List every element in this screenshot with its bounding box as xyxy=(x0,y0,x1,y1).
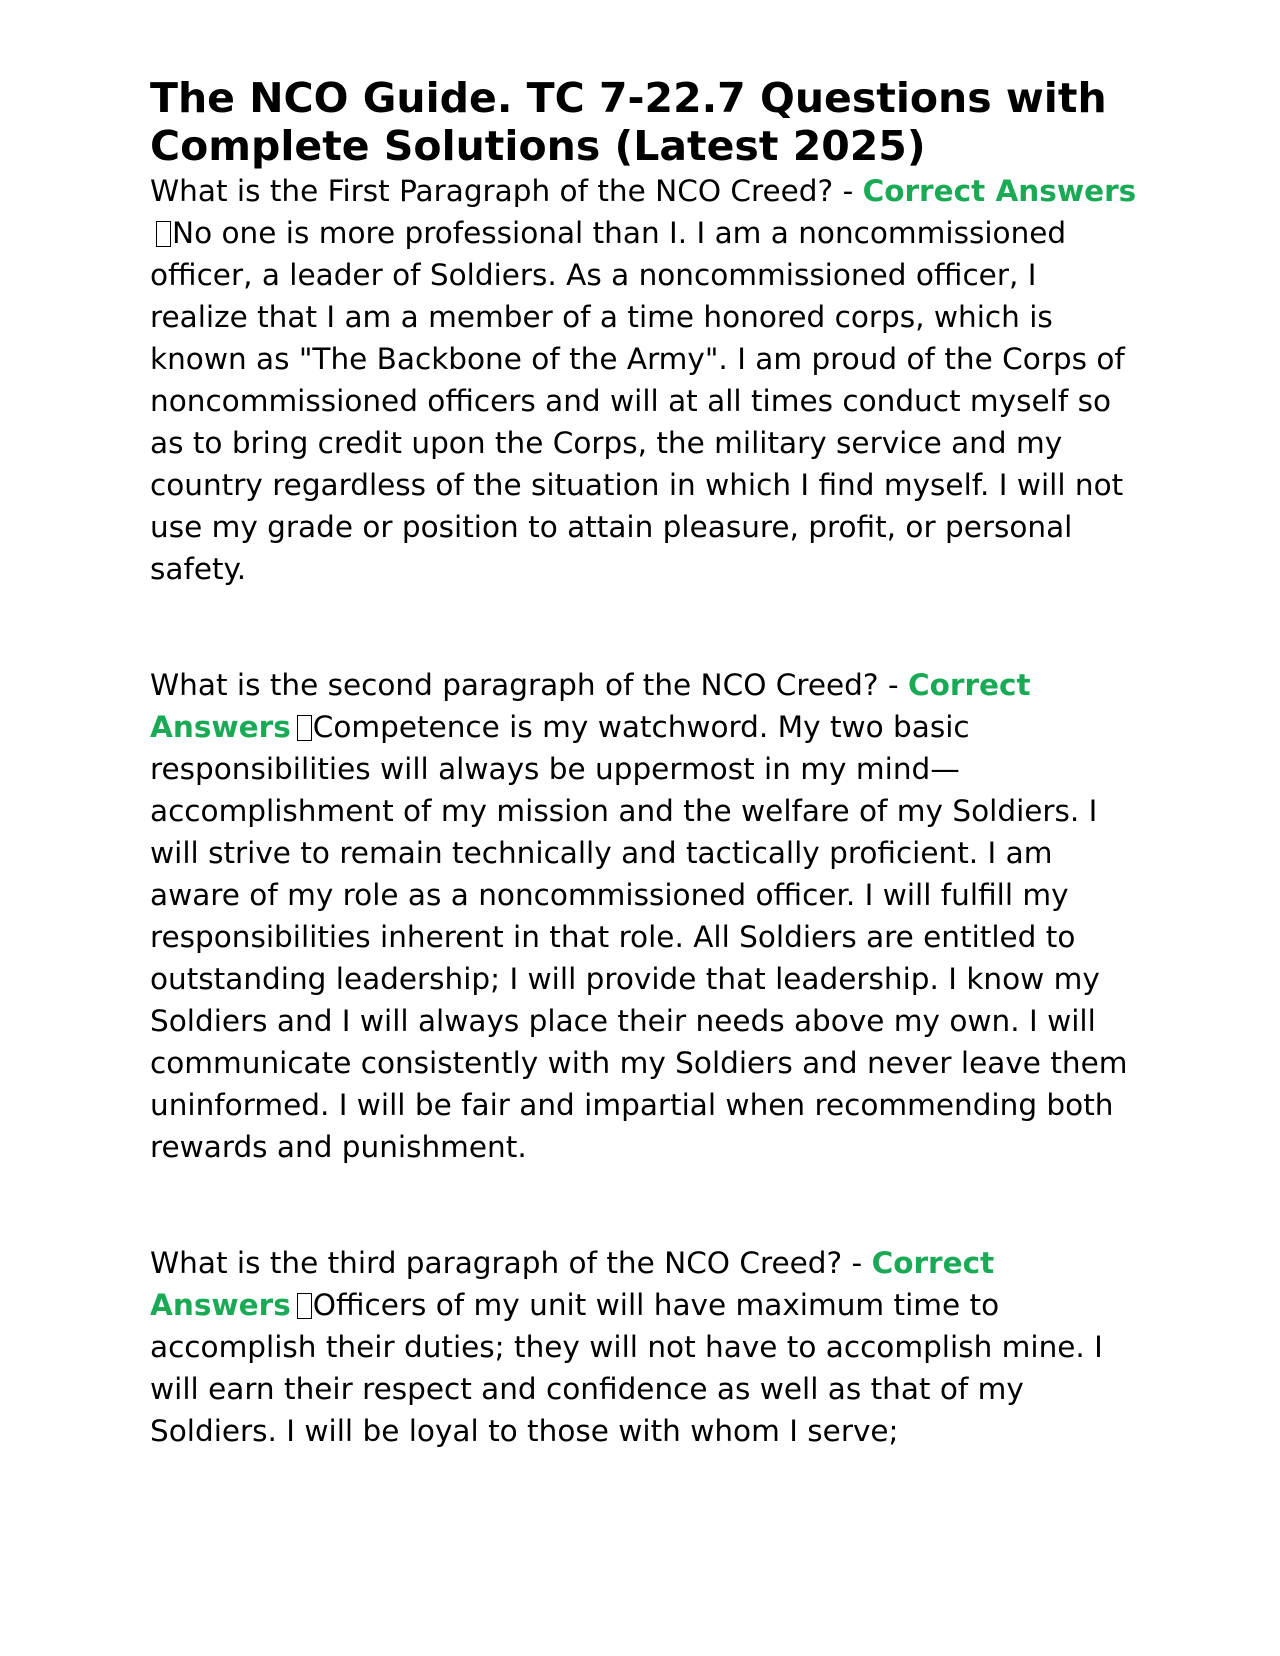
answer-text: No one is more professional than I. I am a noncommissioned officer, a leader of Soldiers. As a noncommissioned officer, I realize that I am a member of a time honored corps, which is known as "The Backbone of the Army". I am proud of the Corps of noncommissioned officers and will at all times conduct myself so as to bring credit upon the Corps, the military service and my country regardless of the situation in which I find myself. I will not use my grade or position to attain pleasure, profit, or personal safety. xyxy=(150,216,1125,586)
missing-glyph-box-icon xyxy=(297,1293,312,1319)
question-text: What is the third paragraph of the NCO Creed? xyxy=(150,1246,843,1280)
qa-entry-1 xyxy=(150,170,1140,590)
missing-glyph-box-icon xyxy=(297,715,312,741)
question-separator: - xyxy=(833,174,863,208)
answer-text: Officers of my unit will have maximum time to accomplish their duties; they will not have to accomplish mine. I will earn their respect and confidence as well as that of my Soldiers. I will be loyal to those with whom I serve; xyxy=(150,1288,1103,1448)
qa-entry-3 xyxy=(150,1242,1140,1452)
missing-glyph-box-icon xyxy=(156,221,171,247)
correct-answers-label: Correct Answers xyxy=(150,668,1031,744)
question-text: What is the First Paragraph of the NCO Creed? xyxy=(150,174,834,208)
question-separator: - xyxy=(842,1246,872,1280)
qa-entry-2 xyxy=(150,664,1140,1168)
answer-text: Competence is my watchword. My two basic responsibilities will always be uppermost in my mind—accomplishment of my mission and the welfare of my Soldiers. I will strive to remain technically and tactically proficient. I am aware of my role as a noncommissioned officer. I will fulfill my responsibilities inherent in that role. All Soldiers are entitled to outstanding leadership; I will provide that leadership. I know my Soldiers and I will always place their needs above my own. I will communicate consistently with my Soldiers and never leave them uninformed. I will be fair and impartial when recommending both rewards and punishment. xyxy=(150,710,1128,1164)
correct-answers-label: Correct Answers xyxy=(862,174,1137,208)
correct-answers-label: Correct Answers xyxy=(150,1246,995,1322)
question-text: What is the second paragraph of the NCO Creed? xyxy=(150,668,879,702)
document-title: The NCO Guide. TC 7-22.7 Questions with Complete Solutions (Latest 2025) xyxy=(150,74,1107,170)
question-separator: - xyxy=(878,668,908,702)
document-page xyxy=(150,74,1140,1452)
